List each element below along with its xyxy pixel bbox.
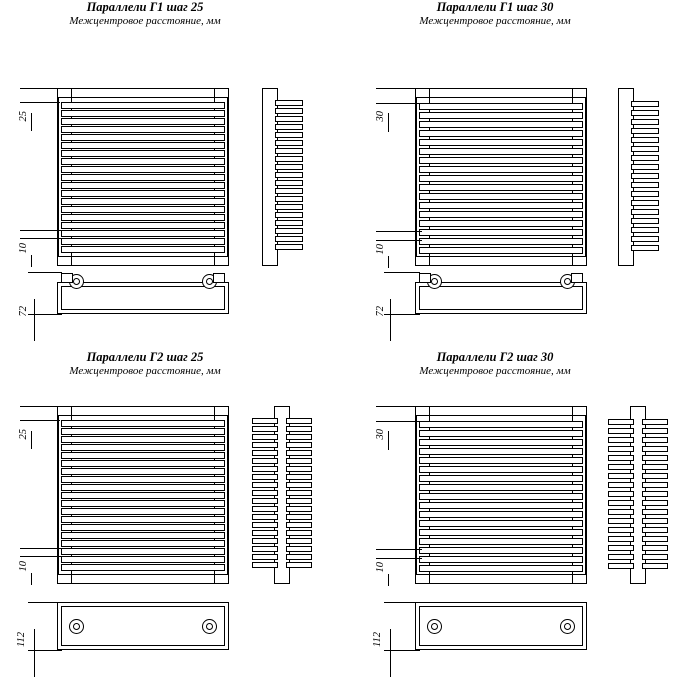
fin bbox=[286, 450, 312, 456]
front-view bbox=[57, 88, 229, 266]
top-header bbox=[415, 406, 587, 416]
fin bbox=[642, 563, 668, 569]
extension-line bbox=[20, 556, 62, 557]
fin bbox=[631, 227, 659, 233]
tube bbox=[419, 511, 583, 518]
fin bbox=[252, 490, 278, 496]
connector-boss bbox=[560, 619, 575, 634]
top-header bbox=[57, 406, 229, 416]
extension-line bbox=[376, 103, 420, 104]
tube bbox=[419, 430, 583, 437]
fin bbox=[631, 173, 659, 179]
fin bbox=[642, 428, 668, 434]
fin bbox=[608, 491, 634, 497]
fin bbox=[275, 188, 303, 194]
tube bbox=[61, 460, 225, 467]
dimension-label: 10 bbox=[18, 243, 29, 254]
tube bbox=[419, 139, 583, 146]
fin bbox=[252, 426, 278, 432]
tube bbox=[61, 182, 225, 189]
extension-line bbox=[376, 406, 420, 407]
tube bbox=[61, 428, 225, 435]
tube bbox=[419, 121, 583, 128]
fin bbox=[608, 509, 634, 515]
fin bbox=[608, 473, 634, 479]
plan-inner bbox=[419, 606, 583, 646]
fin bbox=[608, 482, 634, 488]
tube bbox=[419, 184, 583, 191]
bottom-header bbox=[57, 574, 229, 584]
fin bbox=[252, 546, 278, 552]
fin bbox=[275, 100, 303, 106]
extension-line bbox=[20, 230, 62, 231]
tube bbox=[61, 230, 225, 237]
extension-line bbox=[376, 421, 420, 422]
fin bbox=[608, 536, 634, 542]
extension-line bbox=[20, 420, 60, 421]
plan-view bbox=[415, 602, 587, 650]
extension-line bbox=[28, 602, 62, 603]
fin bbox=[608, 527, 634, 533]
plan-inner bbox=[419, 286, 583, 310]
fin bbox=[275, 140, 303, 146]
fin bbox=[631, 200, 659, 206]
tube bbox=[419, 157, 583, 164]
fin bbox=[608, 437, 634, 443]
fin bbox=[286, 538, 312, 544]
top-header bbox=[415, 88, 587, 98]
tube bbox=[419, 466, 583, 473]
dimension-label: 112 bbox=[16, 632, 27, 647]
tube bbox=[419, 484, 583, 491]
mount-tab bbox=[419, 273, 431, 283]
extension-line bbox=[384, 602, 420, 603]
dimension-label: 30 bbox=[375, 111, 386, 122]
tube bbox=[419, 448, 583, 455]
fin bbox=[286, 554, 312, 560]
tube bbox=[61, 476, 225, 483]
fin bbox=[631, 218, 659, 224]
fin bbox=[608, 419, 634, 425]
tube bbox=[419, 202, 583, 209]
fin bbox=[286, 498, 312, 504]
extension-line bbox=[20, 548, 62, 549]
tube bbox=[61, 484, 225, 491]
figure-g1-step25 bbox=[0, 0, 350, 350]
fin bbox=[252, 482, 278, 488]
tube bbox=[419, 112, 583, 119]
side-view bbox=[262, 88, 306, 266]
extension-line bbox=[376, 88, 420, 89]
tube bbox=[419, 238, 583, 245]
fin bbox=[642, 545, 668, 551]
connector-boss bbox=[69, 619, 84, 634]
fin bbox=[608, 500, 634, 506]
dimension-label: 72 bbox=[18, 306, 29, 317]
tube bbox=[61, 524, 225, 531]
top-header bbox=[57, 88, 229, 98]
fin bbox=[286, 514, 312, 520]
tube bbox=[419, 529, 583, 536]
fin bbox=[252, 506, 278, 512]
fin bbox=[286, 506, 312, 512]
tube bbox=[61, 206, 225, 213]
tube bbox=[419, 493, 583, 500]
fin bbox=[275, 196, 303, 202]
fin bbox=[631, 110, 659, 116]
tube bbox=[61, 190, 225, 197]
extension-line bbox=[384, 272, 420, 273]
fin bbox=[275, 116, 303, 122]
fin bbox=[608, 554, 634, 560]
tube bbox=[419, 556, 583, 563]
tube bbox=[61, 174, 225, 181]
tube bbox=[61, 238, 225, 245]
fin bbox=[252, 474, 278, 480]
dimension-label: 10 bbox=[18, 561, 29, 572]
front-view bbox=[57, 406, 229, 584]
tube bbox=[61, 118, 225, 125]
figure-subtitle: Межцентровое расстояние, мм bbox=[419, 365, 571, 377]
tube bbox=[419, 439, 583, 446]
tube bbox=[419, 247, 583, 254]
mount-tab bbox=[213, 273, 225, 283]
tube bbox=[61, 166, 225, 173]
tube bbox=[61, 468, 225, 475]
tube bbox=[61, 556, 225, 563]
tube bbox=[61, 198, 225, 205]
fin bbox=[631, 101, 659, 107]
connector-boss bbox=[427, 619, 442, 634]
tube bbox=[61, 214, 225, 221]
tube bbox=[61, 492, 225, 499]
side-view bbox=[608, 406, 670, 584]
fin bbox=[275, 236, 303, 242]
side-view bbox=[252, 406, 314, 584]
tube bbox=[419, 211, 583, 218]
fin bbox=[631, 146, 659, 152]
tube bbox=[61, 126, 225, 133]
fin bbox=[275, 164, 303, 170]
bottom-header bbox=[57, 256, 229, 266]
fin bbox=[631, 245, 659, 251]
fin bbox=[642, 464, 668, 470]
tube bbox=[61, 444, 225, 451]
fin bbox=[631, 209, 659, 215]
plan-view bbox=[415, 282, 587, 314]
tube bbox=[61, 142, 225, 149]
fin bbox=[286, 482, 312, 488]
tube bbox=[419, 193, 583, 200]
fin bbox=[286, 530, 312, 536]
tube bbox=[419, 421, 583, 428]
fin bbox=[608, 455, 634, 461]
fin bbox=[252, 466, 278, 472]
plan-view bbox=[57, 282, 229, 314]
dimension-label: 10 bbox=[375, 244, 386, 255]
bottom-header bbox=[415, 574, 587, 584]
fin bbox=[642, 455, 668, 461]
fin bbox=[252, 522, 278, 528]
fin bbox=[642, 419, 668, 425]
figure-g2-step25 bbox=[0, 350, 350, 700]
fin bbox=[252, 554, 278, 560]
fin bbox=[286, 442, 312, 448]
figure-title: Параллели Г2 шаг 30 bbox=[436, 350, 554, 364]
figure-g1-step30 bbox=[350, 0, 700, 350]
tube bbox=[419, 220, 583, 227]
tube bbox=[61, 548, 225, 555]
tube bbox=[61, 222, 225, 229]
extension-line bbox=[20, 238, 62, 239]
fin bbox=[275, 156, 303, 162]
fin bbox=[642, 554, 668, 560]
tube bbox=[61, 110, 225, 117]
tube bbox=[61, 516, 225, 523]
fin bbox=[608, 446, 634, 452]
fin bbox=[631, 236, 659, 242]
fin bbox=[642, 527, 668, 533]
figure-g2-step30 bbox=[350, 350, 700, 700]
fin bbox=[252, 450, 278, 456]
dimension-label: 112 bbox=[372, 632, 383, 647]
tube bbox=[61, 158, 225, 165]
figure-title: Параллели Г1 шаг 30 bbox=[436, 0, 554, 14]
fin bbox=[642, 500, 668, 506]
mount-tab bbox=[571, 273, 583, 283]
extension-line bbox=[376, 558, 422, 559]
figure-title: Параллели Г2 шаг 25 bbox=[86, 350, 204, 364]
fin bbox=[642, 509, 668, 515]
tube bbox=[419, 457, 583, 464]
tube bbox=[61, 134, 225, 141]
dimension-label: 10 bbox=[375, 562, 386, 573]
fin bbox=[275, 228, 303, 234]
tube bbox=[419, 175, 583, 182]
fin bbox=[286, 490, 312, 496]
extension-line bbox=[376, 231, 422, 232]
fin bbox=[286, 458, 312, 464]
fin bbox=[275, 132, 303, 138]
fin bbox=[252, 530, 278, 536]
fin bbox=[252, 458, 278, 464]
fin bbox=[631, 182, 659, 188]
fin bbox=[642, 482, 668, 488]
fin bbox=[608, 545, 634, 551]
connector-boss bbox=[202, 619, 217, 634]
dimension-label: 30 bbox=[375, 429, 386, 440]
fin bbox=[286, 426, 312, 432]
fin bbox=[642, 446, 668, 452]
extension-line bbox=[376, 549, 422, 550]
tube bbox=[61, 102, 225, 109]
tube bbox=[419, 148, 583, 155]
fin bbox=[252, 442, 278, 448]
fin bbox=[642, 491, 668, 497]
fin bbox=[252, 418, 278, 424]
fin bbox=[608, 428, 634, 434]
fin bbox=[631, 128, 659, 134]
fin bbox=[252, 434, 278, 440]
figure-subtitle: Межцентровое расстояние, мм bbox=[69, 365, 221, 377]
fin bbox=[275, 212, 303, 218]
fin bbox=[275, 204, 303, 210]
tube bbox=[419, 547, 583, 554]
tube bbox=[419, 229, 583, 236]
tube bbox=[419, 166, 583, 173]
front-view bbox=[415, 406, 587, 584]
fin bbox=[275, 180, 303, 186]
fin bbox=[275, 172, 303, 178]
tube bbox=[419, 502, 583, 509]
plan-inner bbox=[61, 286, 225, 310]
tube bbox=[419, 538, 583, 545]
tube bbox=[419, 103, 583, 110]
tube bbox=[61, 532, 225, 539]
fin bbox=[642, 536, 668, 542]
fin bbox=[608, 464, 634, 470]
tube bbox=[61, 508, 225, 515]
fin bbox=[275, 124, 303, 130]
tube bbox=[419, 565, 583, 572]
figure-subtitle: Межцентровое расстояние, мм bbox=[69, 15, 221, 27]
tube bbox=[61, 436, 225, 443]
tube bbox=[61, 150, 225, 157]
fin bbox=[608, 563, 634, 569]
fin bbox=[631, 155, 659, 161]
fin bbox=[275, 148, 303, 154]
fin bbox=[631, 119, 659, 125]
fin bbox=[286, 562, 312, 568]
figure-subtitle: Межцентровое расстояние, мм bbox=[419, 15, 571, 27]
extension-line bbox=[20, 406, 60, 407]
fin bbox=[631, 137, 659, 143]
extension-line bbox=[20, 102, 60, 103]
fin bbox=[252, 562, 278, 568]
fin bbox=[608, 518, 634, 524]
fin bbox=[642, 518, 668, 524]
figure-title: Параллели Г1 шаг 25 bbox=[86, 0, 204, 14]
plan-inner bbox=[61, 606, 225, 646]
fin bbox=[275, 220, 303, 226]
fin bbox=[286, 546, 312, 552]
tube bbox=[61, 452, 225, 459]
fin bbox=[286, 522, 312, 528]
tube bbox=[61, 540, 225, 547]
tube bbox=[419, 475, 583, 482]
tube bbox=[61, 564, 225, 571]
plan-view bbox=[57, 602, 229, 650]
tube bbox=[61, 500, 225, 507]
dimension-label: 25 bbox=[18, 111, 29, 122]
tube bbox=[61, 420, 225, 427]
fin bbox=[642, 473, 668, 479]
dimension-label: 72 bbox=[375, 306, 386, 317]
fin bbox=[642, 437, 668, 443]
tube bbox=[61, 246, 225, 253]
dimension-label: 25 bbox=[18, 429, 29, 440]
tube bbox=[419, 520, 583, 527]
extension-line bbox=[376, 240, 422, 241]
side-view bbox=[618, 88, 662, 266]
fin bbox=[252, 514, 278, 520]
fin bbox=[252, 538, 278, 544]
fin bbox=[275, 244, 303, 250]
bottom-header bbox=[415, 256, 587, 266]
fin bbox=[252, 498, 278, 504]
fin bbox=[275, 108, 303, 114]
front-view bbox=[415, 88, 587, 266]
mount-tab bbox=[61, 273, 73, 283]
fin bbox=[631, 191, 659, 197]
extension-line bbox=[28, 272, 62, 273]
tube bbox=[419, 130, 583, 137]
extension-line bbox=[20, 88, 60, 89]
fin bbox=[286, 434, 312, 440]
fin bbox=[631, 164, 659, 170]
fin bbox=[286, 418, 312, 424]
fin bbox=[286, 466, 312, 472]
fin bbox=[286, 474, 312, 480]
